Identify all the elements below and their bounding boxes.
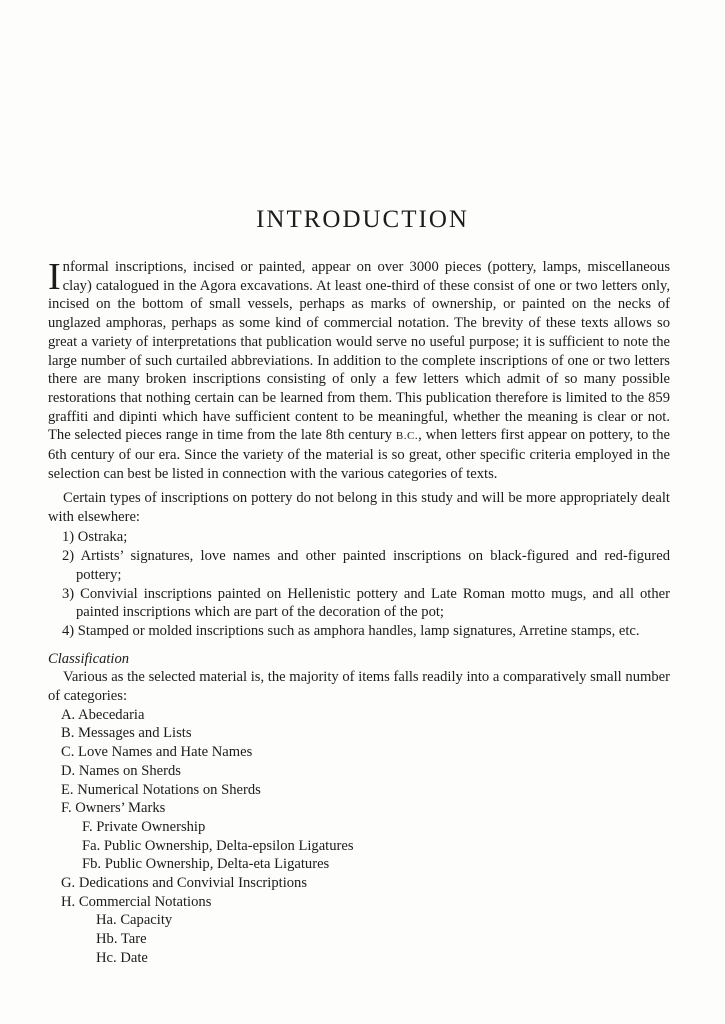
category-list — [48, 706, 670, 968]
list-item: 4) Stamped or molded inscriptions such as amphora handles, lamp signatures, Arretine stamps, etc. — [62, 622, 640, 639]
exclusions-list — [48, 528, 670, 640]
list-item: Hc. Date — [96, 949, 148, 966]
exclusions-lead: Certain types of inscriptions on pottery do not belong in this study and will be more appropriately dealt with elsewhere: — [48, 490, 670, 525]
intro-paragraph — [48, 258, 670, 483]
list-item: 1) Ostraka; — [62, 529, 128, 546]
list-item: 3) Convivial inscriptions painted on Hellenistic pottery and Late Roman motto mugs, and all other painted inscriptions which are part of the decoration of the pot; — [62, 585, 670, 621]
era-abbreviation: B.C. — [395, 430, 419, 443]
list-item: Fb. Public Ownership, Delta-eta Ligatures — [82, 856, 330, 873]
list-item: Ha. Capacity — [96, 912, 173, 929]
list-item: Fa. Public Ownership, Delta-epsilon Ligatures — [82, 837, 354, 854]
classification-lead: Various as the selected material is, the majority of items falls readily into a comparatively small number of categories: — [48, 669, 670, 705]
list-item: 2) Artists’ signatures, love names and other painted inscriptions on black-figured and red-figured pottery; — [62, 548, 670, 583]
intro-text-end: , when letters first appear on pottery, to the 6th century of our era. Since the variety of the material is so great, other specific criteria employed in the selection can best be listed in connection with the various categories of texts. — [48, 427, 671, 482]
list-item: Hb. Tare — [96, 931, 147, 948]
list-item: G. Dedications and Convivial Inscriptions — [61, 875, 308, 892]
list-item: C. Love Names and Hate Names — [61, 744, 253, 761]
list-item: D. Names on Sherds — [61, 762, 181, 779]
list-item: F. Owners’ Marks — [61, 800, 166, 817]
list-item: E. Numerical Notations on Sherds — [61, 781, 261, 798]
main-content — [48, 489, 670, 968]
intro-text: nformal inscriptions, incised or painted, appear on over 3000 pieces (pottery, lamps, miscellaneous clay) catalogued in the Agora excavations. At least one-third of these consist of one or two letters only, incised on the bottom of small vessels, perhaps as marks of ownership, or painted on the necks of unglazed amphoras, perhaps as some kind of commercial notation. The brevity of these texts allows so great a variety of interpretations that publication would serve no useful purpose; it is sufficient to note the large number of such curtailed abbreviations. In addition to the complete inscriptions of one or two letters there are many broken inscriptions consisting of only a few letters which admit of so many possible restorations that nothing certain can be learned from them. This publication therefore is limited to the 859 graffiti and dipinti which have sufficient content to be meaningful, whether the meaning is clear or not. The selected pieces range in time from the late 8th century — [48, 259, 670, 444]
page-title: INTRODUCTION — [256, 206, 469, 233]
drop-cap: I — [48, 256, 61, 298]
section-heading: Classification — [48, 650, 130, 667]
list-item: A. Abecedaria — [61, 706, 145, 723]
list-item: F. Private Ownership — [82, 818, 206, 835]
list-item: H. Commercial Notations — [61, 893, 212, 910]
list-item: B. Messages and Lists — [61, 725, 192, 742]
